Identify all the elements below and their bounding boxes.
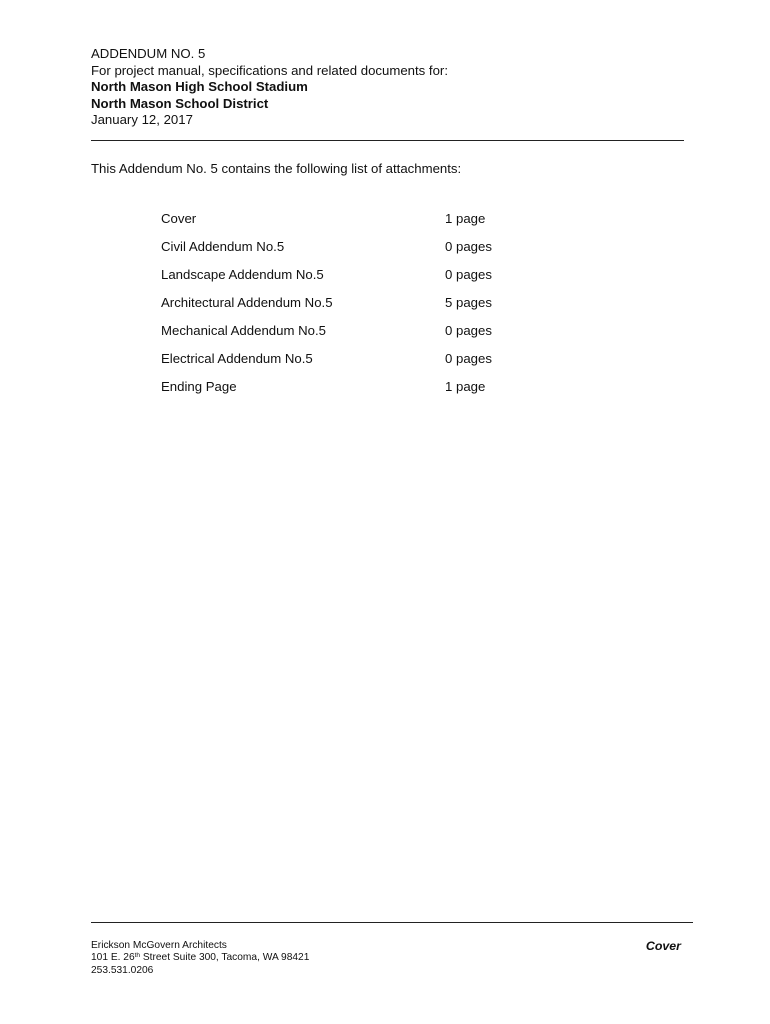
attachment-pages: 0 pages <box>445 267 492 282</box>
header-divider <box>91 140 684 141</box>
attachment-pages: 5 pages <box>445 295 492 310</box>
firm-phone: 253.531.0206 <box>91 964 154 976</box>
section-label: Cover <box>645 939 681 953</box>
attachment-name: Civil Addendum No.5 <box>161 239 285 254</box>
attachment-row <box>161 351 541 379</box>
district-name: North Mason School District <box>91 95 269 111</box>
attachment-name: Landscape Addendum No.5 <box>161 267 324 282</box>
attachment-pages: 0 pages <box>445 351 492 366</box>
project-name: North Mason High School Stadium <box>91 79 308 94</box>
attachment-row <box>161 323 541 351</box>
attachment-name: Cover <box>161 211 197 226</box>
attachment-pages: 1 page <box>445 379 486 394</box>
attachment-row <box>161 295 541 323</box>
attachment-name: Mechanical Addendum No.5 <box>161 323 326 338</box>
attachment-pages: 1 page <box>445 211 486 226</box>
firm-address <box>91 952 309 964</box>
addendum-title: ADDENDUM NO. 5 <box>91 46 206 61</box>
attachment-name: Architectural Addendum No.5 <box>161 295 333 310</box>
footer-divider <box>91 922 693 923</box>
address-rest: Street Suite 300, Tacoma, WA 98421 <box>140 952 310 964</box>
attachment-row <box>161 239 541 267</box>
attachment-row <box>161 379 541 407</box>
attachment-name: Electrical Addendum No.5 <box>161 351 313 366</box>
attachment-name: Ending Page <box>161 379 237 394</box>
attachments-list <box>161 211 541 407</box>
address-superscript: th <box>134 952 141 960</box>
footer-address-block <box>91 940 309 977</box>
attachment-row <box>161 211 541 239</box>
for-line: For project manual, specifications and related documents for: <box>91 62 448 78</box>
address-number: 101 E. 26 <box>91 952 135 964</box>
firm-name: Erickson McGovern Architects <box>91 940 227 951</box>
attachment-row <box>161 267 541 295</box>
document-header <box>91 46 691 129</box>
addendum-date: January 12, 2017 <box>91 112 193 127</box>
intro-text: This Addendum No. 5 contains the following list of attachments: <box>91 161 462 176</box>
attachment-pages: 0 pages <box>445 239 492 254</box>
attachment-pages: 0 pages <box>445 323 492 338</box>
